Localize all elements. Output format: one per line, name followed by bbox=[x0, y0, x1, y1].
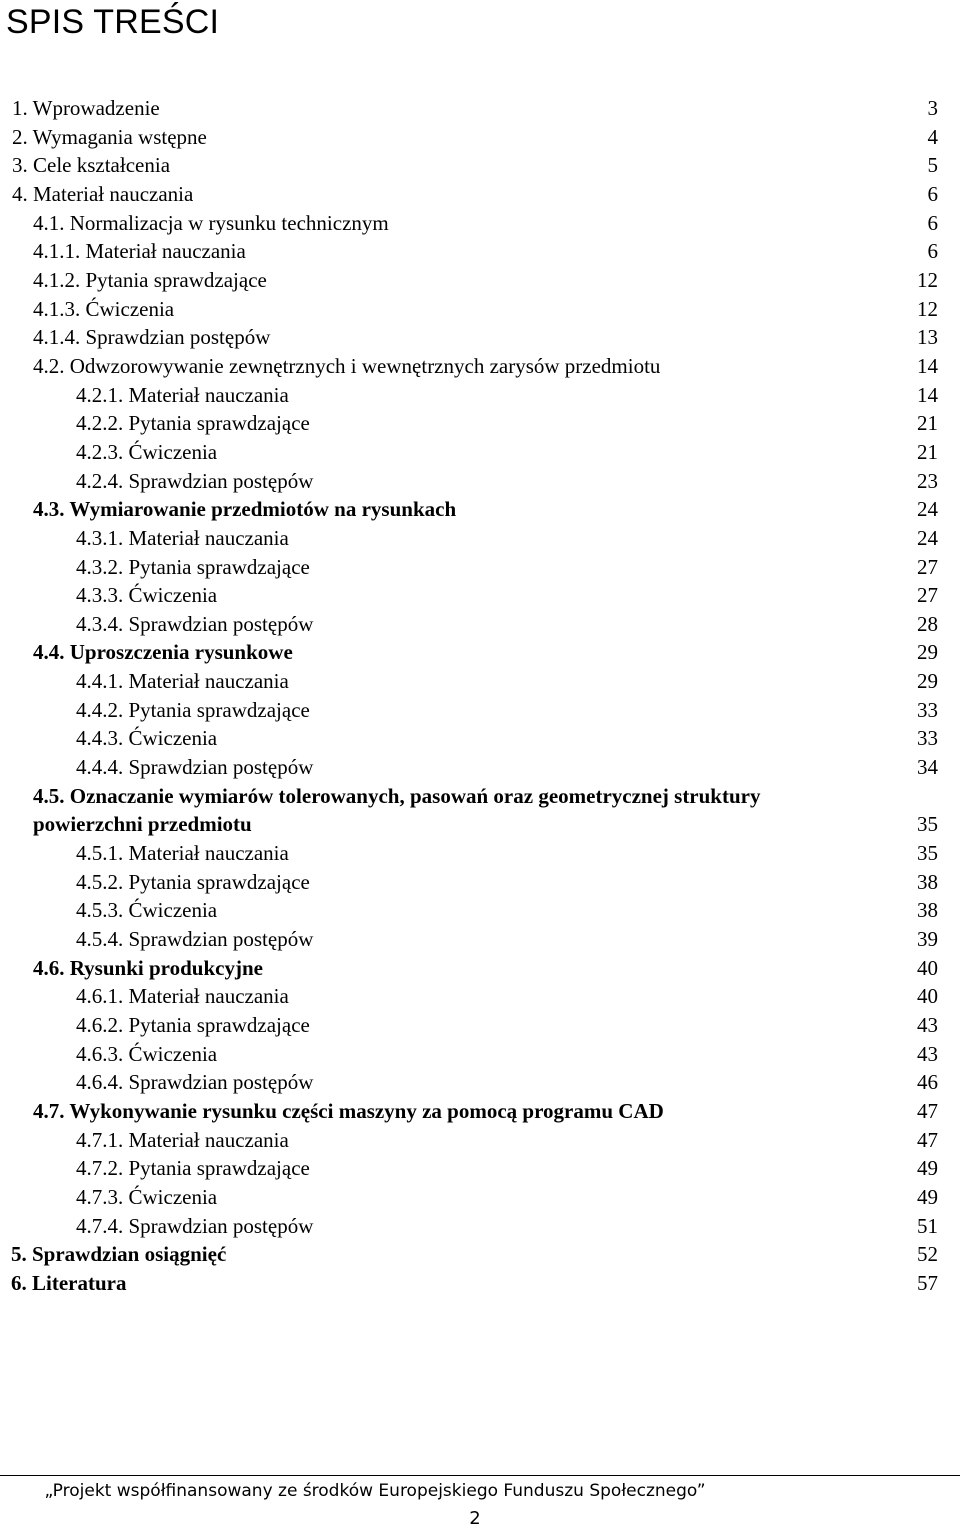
toc-entry-page-number: 35 bbox=[917, 812, 938, 837]
toc-entry-title: 4.7.3. Ćwiczenia bbox=[76, 1184, 218, 1209]
toc-entry-title: 4.6.1. Materiał nauczania bbox=[76, 984, 289, 1009]
footer-funding-note: „Projekt współfinansowany ze środków Europejskiego Funduszu Społecznego” bbox=[44, 1481, 706, 1501]
toc-entry-title: 4.6.4. Sprawdzian postępów bbox=[76, 1070, 314, 1095]
toc-entry[interactable] bbox=[0, 753, 960, 782]
toc-entry-title: 4.5.1. Materiał nauczania bbox=[76, 841, 289, 866]
toc-entry[interactable] bbox=[0, 1040, 960, 1069]
toc-entry-title: 4.6.2. Pytania sprawdzające bbox=[76, 1013, 310, 1037]
toc-entry-page-number: 29 bbox=[917, 669, 938, 694]
toc-entry-title: 4.2.1. Materiał nauczania bbox=[76, 382, 289, 407]
toc-entry-title: 4.3.4. Sprawdzian postępów bbox=[76, 611, 314, 636]
toc-entry[interactable] bbox=[0, 323, 960, 352]
toc-entry[interactable] bbox=[0, 495, 960, 524]
toc-entry-page-number: 49 bbox=[917, 1156, 938, 1181]
toc-entry-page-number: 23 bbox=[917, 468, 938, 493]
toc-entry[interactable] bbox=[0, 180, 960, 209]
toc-entry-page-number: 14 bbox=[917, 353, 938, 378]
toc-entry[interactable] bbox=[0, 1126, 960, 1155]
toc-entry-title: 2. Wymagania wstępne bbox=[12, 124, 207, 149]
toc-entry-title: 4.4. Uproszczenia rysunkowe bbox=[33, 640, 293, 665]
toc-entry-title: 4.5.2. Pytania sprawdzające bbox=[76, 869, 310, 894]
toc-entry[interactable] bbox=[0, 553, 960, 582]
toc-entry-title: 4.2. Odwzorowywanie zewnętrznych i wewnętrznych zarysów przedmiotu bbox=[33, 353, 661, 378]
toc-entry-page-number: 21 bbox=[917, 439, 938, 464]
toc-entry-title: 5. Sprawdzian osiągnięć bbox=[11, 1242, 227, 1267]
toc-entry-title: 4.7.2. Pytania sprawdzające bbox=[76, 1156, 310, 1181]
toc-entry-title: 4.5.3. Ćwiczenia bbox=[76, 898, 218, 923]
toc-entry-page-number: 33 bbox=[917, 697, 938, 722]
toc-entry[interactable] bbox=[0, 151, 960, 180]
toc-entry-page-number: 6 bbox=[927, 239, 938, 264]
toc-entry-page-number: 12 bbox=[917, 267, 938, 292]
toc-entry-title: 4.4.3. Ćwiczenia bbox=[76, 726, 218, 751]
toc-entry[interactable] bbox=[0, 839, 960, 868]
toc-entry[interactable] bbox=[0, 295, 960, 324]
toc-entry[interactable] bbox=[0, 524, 960, 553]
toc-entry-title: 4.1. Normalizacja w rysunku technicznym bbox=[33, 210, 389, 235]
toc-entry-title: 4.2.4. Sprawdzian postępów bbox=[76, 468, 314, 493]
toc-entry-page-number: 47 bbox=[917, 1098, 938, 1123]
toc-entry[interactable] bbox=[0, 610, 960, 639]
toc-entry-title: 4.2.3. Ćwiczenia bbox=[76, 439, 218, 464]
toc-entry-page-number: 34 bbox=[917, 755, 938, 780]
toc-entry-title: 4.4.4. Sprawdzian postępów bbox=[76, 755, 314, 780]
toc-entry[interactable] bbox=[0, 1183, 960, 1212]
toc-entry-page-number: 43 bbox=[917, 1041, 938, 1066]
toc-entry-title: 4.6.3. Ćwiczenia bbox=[76, 1041, 218, 1066]
toc-entry-title: 4. Materiał nauczania bbox=[12, 181, 194, 206]
toc-entry[interactable] bbox=[0, 94, 960, 123]
toc-entry-page-number: 43 bbox=[917, 1013, 938, 1037]
toc-entry-page-number: 5 bbox=[927, 153, 938, 178]
toc-entry-page-number: 4 bbox=[927, 124, 938, 149]
toc-entry-title: 1. Wprowadzenie bbox=[12, 96, 160, 120]
toc-entry-page-number: 24 bbox=[917, 497, 938, 522]
toc-entry-title: 6. Literatura bbox=[11, 1270, 127, 1295]
toc-entry[interactable] bbox=[0, 237, 960, 266]
toc-entry-page-number: 49 bbox=[917, 1184, 938, 1209]
toc-entry-title: 4.5.4. Sprawdzian postępów bbox=[76, 927, 314, 952]
toc-entry-title: 4.3. Wymiarowanie przedmiotów na rysunkach bbox=[33, 497, 457, 522]
toc-entry[interactable] bbox=[0, 896, 960, 925]
toc-entry-title: 4.1.1. Materiał nauczania bbox=[33, 239, 246, 264]
page-title: SPIS TREŚCI bbox=[6, 3, 220, 41]
toc-entry[interactable] bbox=[0, 925, 960, 954]
toc-entry[interactable] bbox=[0, 209, 960, 238]
toc-entry-title: 4.1.2. Pytania sprawdzające bbox=[33, 267, 267, 292]
toc-entry[interactable] bbox=[0, 982, 960, 1011]
toc-entry-title: 4.3.3. Ćwiczenia bbox=[76, 583, 218, 608]
toc-entry[interactable] bbox=[0, 638, 960, 667]
toc-entry[interactable] bbox=[0, 438, 960, 467]
table-of-contents bbox=[0, 94, 960, 1298]
toc-entry[interactable] bbox=[0, 1154, 960, 1183]
toc-entry[interactable] bbox=[0, 581, 960, 610]
toc-entry[interactable] bbox=[0, 467, 960, 496]
toc-entry-page-number: 24 bbox=[917, 525, 938, 550]
toc-entry-title: 4.1.4. Sprawdzian postępów bbox=[33, 325, 271, 350]
toc-entry-page-number: 40 bbox=[917, 955, 938, 980]
toc-entry-page-number: 47 bbox=[917, 1127, 938, 1152]
toc-entry-page-number: 27 bbox=[917, 583, 938, 608]
footer-divider bbox=[0, 1475, 960, 1476]
toc-entry-page-number: 29 bbox=[917, 640, 938, 665]
toc-entry[interactable] bbox=[0, 381, 960, 410]
toc-entry[interactable] bbox=[0, 1011, 960, 1040]
toc-entry-page-number: 40 bbox=[917, 984, 938, 1009]
toc-entry-page-number: 38 bbox=[917, 869, 938, 894]
toc-entry-page-number: 13 bbox=[917, 325, 938, 350]
toc-entry-page-number: 38 bbox=[917, 898, 938, 923]
toc-entry-page-number: 6 bbox=[927, 210, 938, 235]
toc-entry-page-number: 21 bbox=[917, 411, 938, 436]
toc-entry-title: 4.1.3. Ćwiczenia bbox=[33, 296, 175, 321]
toc-entry-page-number: 52 bbox=[917, 1242, 938, 1267]
toc-entry[interactable] bbox=[0, 1240, 960, 1269]
toc-entry-page-number: 39 bbox=[917, 927, 938, 952]
toc-entry-page-number: 33 bbox=[917, 726, 938, 751]
toc-entry[interactable] bbox=[0, 782, 960, 839]
toc-entry-title: 4.3.2. Pytania sprawdzające bbox=[76, 554, 310, 579]
toc-entry-page-number: 3 bbox=[927, 96, 938, 120]
toc-entry-title: 4.5. Oznaczanie wymiarów tolerowanych, pasowań oraz geometrycznej struktury powierzchni przedmiotu bbox=[33, 783, 761, 837]
toc-entry-page-number: 35 bbox=[917, 841, 938, 866]
page-number: 2 bbox=[469, 1508, 481, 1529]
toc-entry[interactable] bbox=[0, 123, 960, 152]
toc-entry-title: 4.6. Rysunki produkcyjne bbox=[33, 955, 263, 980]
toc-entry-title: 4.4.2. Pytania sprawdzające bbox=[76, 697, 310, 722]
toc-entry-title: 4.7.1. Materiał nauczania bbox=[76, 1127, 289, 1152]
toc-entry-page-number: 27 bbox=[917, 554, 938, 579]
toc-entry-title: 4.3.1. Materiał nauczania bbox=[76, 525, 289, 550]
toc-entry[interactable] bbox=[0, 352, 960, 381]
toc-entry-title: 4.7.4. Sprawdzian postępów bbox=[76, 1213, 314, 1238]
toc-entry[interactable] bbox=[0, 1269, 960, 1298]
toc-entry[interactable] bbox=[0, 954, 960, 983]
toc-entry[interactable] bbox=[0, 1097, 960, 1126]
toc-entry-page-number: 46 bbox=[917, 1070, 938, 1095]
toc-entry[interactable] bbox=[0, 868, 960, 897]
toc-entry-page-number: 6 bbox=[927, 181, 938, 206]
toc-entry[interactable] bbox=[0, 1068, 960, 1097]
toc-entry[interactable] bbox=[0, 724, 960, 753]
toc-entry[interactable] bbox=[0, 1212, 960, 1241]
toc-entry[interactable] bbox=[0, 409, 960, 438]
toc-entry-page-number: 28 bbox=[917, 611, 938, 636]
toc-entry-page-number: 57 bbox=[917, 1270, 938, 1295]
toc-entry-title: 4.7. Wykonywanie rysunku części maszyny za pomocą programu CAD bbox=[33, 1098, 664, 1123]
toc-entry[interactable] bbox=[0, 696, 960, 725]
toc-entry-page-number: 51 bbox=[917, 1213, 938, 1238]
toc-entry-page-number: 14 bbox=[917, 382, 938, 407]
toc-entry[interactable] bbox=[0, 266, 960, 295]
toc-entry-page-number: 12 bbox=[917, 296, 938, 321]
toc-entry[interactable] bbox=[0, 667, 960, 696]
toc-entry-title: 3. Cele kształcenia bbox=[12, 153, 171, 178]
toc-entry-title: 4.2.2. Pytania sprawdzające bbox=[76, 411, 310, 436]
toc-entry-title: 4.4.1. Materiał nauczania bbox=[76, 669, 289, 694]
